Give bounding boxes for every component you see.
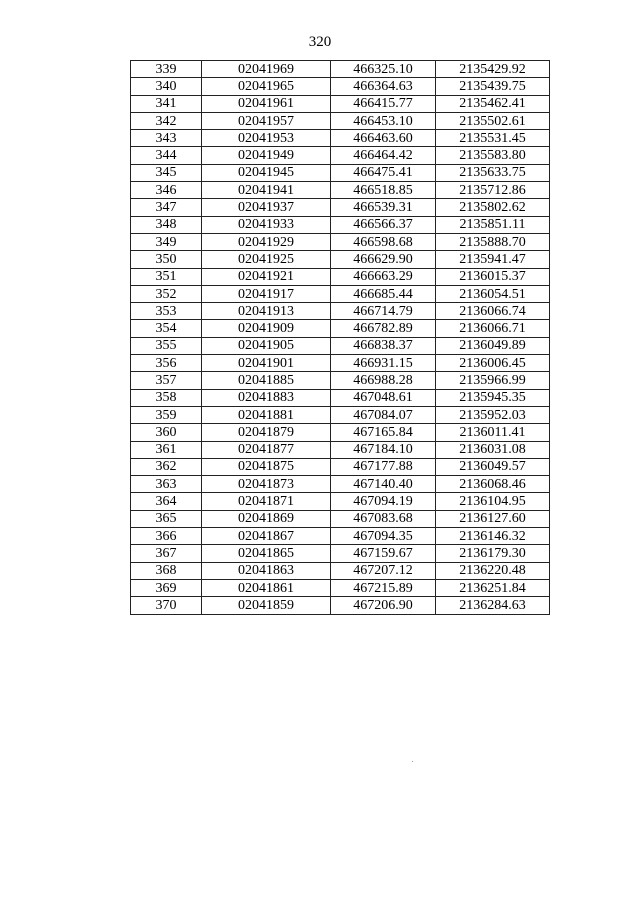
- code-cell: 02041875: [202, 458, 331, 475]
- code-cell: 02041867: [202, 528, 331, 545]
- row-index-cell: 352: [131, 285, 202, 302]
- code-cell: 02041861: [202, 579, 331, 596]
- x-coordinate-cell: 466453.10: [331, 112, 436, 129]
- table-body: [131, 61, 550, 615]
- x-coordinate-cell: 466364.63: [331, 78, 436, 95]
- row-index-cell: 370: [131, 597, 202, 614]
- x-coordinate-cell: 467165.84: [331, 424, 436, 441]
- scan-speck: [412, 761, 413, 762]
- page-number: 320: [308, 34, 332, 50]
- table-row: [131, 528, 550, 545]
- table-row: [131, 130, 550, 147]
- coordinates-table: [130, 60, 550, 615]
- row-index-cell: 367: [131, 545, 202, 562]
- x-coordinate-cell: 467206.90: [331, 597, 436, 614]
- code-cell: 02041883: [202, 389, 331, 406]
- code-cell: 02041879: [202, 424, 331, 441]
- y-coordinate-cell: 2136068.46: [436, 476, 550, 493]
- y-coordinate-cell: 2136104.95: [436, 493, 550, 510]
- x-coordinate-cell: 466325.10: [331, 61, 436, 78]
- code-cell: 02041941: [202, 182, 331, 199]
- y-coordinate-cell: 2135888.70: [436, 233, 550, 250]
- code-cell: 02041925: [202, 251, 331, 268]
- code-cell: 02041901: [202, 355, 331, 372]
- x-coordinate-cell: 466463.60: [331, 130, 436, 147]
- row-index-cell: 346: [131, 182, 202, 199]
- y-coordinate-cell: 2136011.41: [436, 424, 550, 441]
- table-row: [131, 251, 550, 268]
- row-index-cell: 354: [131, 320, 202, 337]
- y-coordinate-cell: 2135633.75: [436, 164, 550, 181]
- row-index-cell: 353: [131, 303, 202, 320]
- x-coordinate-cell: 467048.61: [331, 389, 436, 406]
- table-row: [131, 233, 550, 250]
- row-index-cell: 343: [131, 130, 202, 147]
- row-index-cell: 348: [131, 216, 202, 233]
- code-cell: 02041913: [202, 303, 331, 320]
- row-index-cell: 368: [131, 562, 202, 579]
- table-row: [131, 406, 550, 423]
- code-cell: 02041859: [202, 597, 331, 614]
- x-coordinate-cell: 466539.31: [331, 199, 436, 216]
- y-coordinate-cell: 2136066.71: [436, 320, 550, 337]
- row-index-cell: 362: [131, 458, 202, 475]
- y-coordinate-cell: 2136146.32: [436, 528, 550, 545]
- x-coordinate-cell: 466782.89: [331, 320, 436, 337]
- y-coordinate-cell: 2135439.75: [436, 78, 550, 95]
- y-coordinate-cell: 2136006.45: [436, 355, 550, 372]
- x-coordinate-cell: 467184.10: [331, 441, 436, 458]
- code-cell: 02041905: [202, 337, 331, 354]
- table-row: [131, 320, 550, 337]
- table-row: [131, 458, 550, 475]
- row-index-cell: 360: [131, 424, 202, 441]
- table-row: [131, 303, 550, 320]
- row-index-cell: 365: [131, 510, 202, 527]
- x-coordinate-cell: 467084.07: [331, 406, 436, 423]
- x-coordinate-cell: 466663.29: [331, 268, 436, 285]
- row-index-cell: 355: [131, 337, 202, 354]
- table-row: [131, 372, 550, 389]
- y-coordinate-cell: 2136179.30: [436, 545, 550, 562]
- x-coordinate-cell: 466714.79: [331, 303, 436, 320]
- table-row: [131, 545, 550, 562]
- y-coordinate-cell: 2135531.45: [436, 130, 550, 147]
- y-coordinate-cell: 2135966.99: [436, 372, 550, 389]
- y-coordinate-cell: 2136031.08: [436, 441, 550, 458]
- y-coordinate-cell: 2135952.03: [436, 406, 550, 423]
- code-cell: 02041881: [202, 406, 331, 423]
- code-cell: 02041865: [202, 545, 331, 562]
- code-cell: 02041909: [202, 320, 331, 337]
- y-coordinate-cell: 2136049.57: [436, 458, 550, 475]
- table-row: [131, 182, 550, 199]
- x-coordinate-cell: 466931.15: [331, 355, 436, 372]
- row-index-cell: 369: [131, 579, 202, 596]
- code-cell: 02041957: [202, 112, 331, 129]
- code-cell: 02041877: [202, 441, 331, 458]
- x-coordinate-cell: 467159.67: [331, 545, 436, 562]
- y-coordinate-cell: 2136066.74: [436, 303, 550, 320]
- row-index-cell: 361: [131, 441, 202, 458]
- code-cell: 02041929: [202, 233, 331, 250]
- y-coordinate-cell: 2136054.51: [436, 285, 550, 302]
- y-coordinate-cell: 2135802.62: [436, 199, 550, 216]
- row-index-cell: 345: [131, 164, 202, 181]
- x-coordinate-cell: 466475.41: [331, 164, 436, 181]
- table-row: [131, 78, 550, 95]
- row-index-cell: 366: [131, 528, 202, 545]
- x-coordinate-cell: 467094.35: [331, 528, 436, 545]
- x-coordinate-cell: 466464.42: [331, 147, 436, 164]
- x-coordinate-cell: 467177.88: [331, 458, 436, 475]
- x-coordinate-cell: 466518.85: [331, 182, 436, 199]
- code-cell: 02041885: [202, 372, 331, 389]
- row-index-cell: 363: [131, 476, 202, 493]
- y-coordinate-cell: 2135583.80: [436, 147, 550, 164]
- x-coordinate-cell: 466988.28: [331, 372, 436, 389]
- row-index-cell: 349: [131, 233, 202, 250]
- y-coordinate-cell: 2136284.63: [436, 597, 550, 614]
- table-row: [131, 424, 550, 441]
- row-index-cell: 347: [131, 199, 202, 216]
- row-index-cell: 340: [131, 78, 202, 95]
- y-coordinate-cell: 2136220.48: [436, 562, 550, 579]
- y-coordinate-cell: 2135945.35: [436, 389, 550, 406]
- code-cell: 02041871: [202, 493, 331, 510]
- y-coordinate-cell: 2136251.84: [436, 579, 550, 596]
- table-row: [131, 199, 550, 216]
- x-coordinate-cell: 467140.40: [331, 476, 436, 493]
- table-row: [131, 579, 550, 596]
- table-row: [131, 164, 550, 181]
- row-index-cell: 339: [131, 61, 202, 78]
- row-index-cell: 357: [131, 372, 202, 389]
- y-coordinate-cell: 2135429.92: [436, 61, 550, 78]
- table-row: [131, 476, 550, 493]
- row-index-cell: 364: [131, 493, 202, 510]
- row-index-cell: 358: [131, 389, 202, 406]
- x-coordinate-cell: 467094.19: [331, 493, 436, 510]
- code-cell: 02041937: [202, 199, 331, 216]
- x-coordinate-cell: 467207.12: [331, 562, 436, 579]
- table-row: [131, 268, 550, 285]
- code-cell: 02041949: [202, 147, 331, 164]
- code-cell: 02041953: [202, 130, 331, 147]
- row-index-cell: 341: [131, 95, 202, 112]
- code-cell: 02041961: [202, 95, 331, 112]
- table-row: [131, 216, 550, 233]
- y-coordinate-cell: 2135712.86: [436, 182, 550, 199]
- code-cell: 02041863: [202, 562, 331, 579]
- table-row: [131, 493, 550, 510]
- code-cell: 02041969: [202, 61, 331, 78]
- table-row: [131, 389, 550, 406]
- row-index-cell: 351: [131, 268, 202, 285]
- table-row: [131, 285, 550, 302]
- y-coordinate-cell: 2135851.11: [436, 216, 550, 233]
- table-row: [131, 112, 550, 129]
- x-coordinate-cell: 466685.44: [331, 285, 436, 302]
- y-coordinate-cell: 2136127.60: [436, 510, 550, 527]
- x-coordinate-cell: 466838.37: [331, 337, 436, 354]
- y-coordinate-cell: 2135462.41: [436, 95, 550, 112]
- x-coordinate-cell: 466566.37: [331, 216, 436, 233]
- code-cell: 02041921: [202, 268, 331, 285]
- y-coordinate-cell: 2135502.61: [436, 112, 550, 129]
- code-cell: 02041869: [202, 510, 331, 527]
- row-index-cell: 344: [131, 147, 202, 164]
- table-row: [131, 61, 550, 78]
- code-cell: 02041945: [202, 164, 331, 181]
- x-coordinate-cell: 467215.89: [331, 579, 436, 596]
- table-row: [131, 337, 550, 354]
- row-index-cell: 342: [131, 112, 202, 129]
- table-row: [131, 95, 550, 112]
- table-row: [131, 510, 550, 527]
- table-row: [131, 597, 550, 614]
- x-coordinate-cell: 467083.68: [331, 510, 436, 527]
- x-coordinate-cell: 466629.90: [331, 251, 436, 268]
- code-cell: 02041917: [202, 285, 331, 302]
- code-cell: 02041933: [202, 216, 331, 233]
- code-cell: 02041965: [202, 78, 331, 95]
- table-row: [131, 441, 550, 458]
- y-coordinate-cell: 2135941.47: [436, 251, 550, 268]
- y-coordinate-cell: 2136015.37: [436, 268, 550, 285]
- x-coordinate-cell: 466415.77: [331, 95, 436, 112]
- table-row: [131, 355, 550, 372]
- row-index-cell: 350: [131, 251, 202, 268]
- code-cell: 02041873: [202, 476, 331, 493]
- y-coordinate-cell: 2136049.89: [436, 337, 550, 354]
- table-row: [131, 147, 550, 164]
- row-index-cell: 356: [131, 355, 202, 372]
- x-coordinate-cell: 466598.68: [331, 233, 436, 250]
- table-row: [131, 562, 550, 579]
- row-index-cell: 359: [131, 406, 202, 423]
